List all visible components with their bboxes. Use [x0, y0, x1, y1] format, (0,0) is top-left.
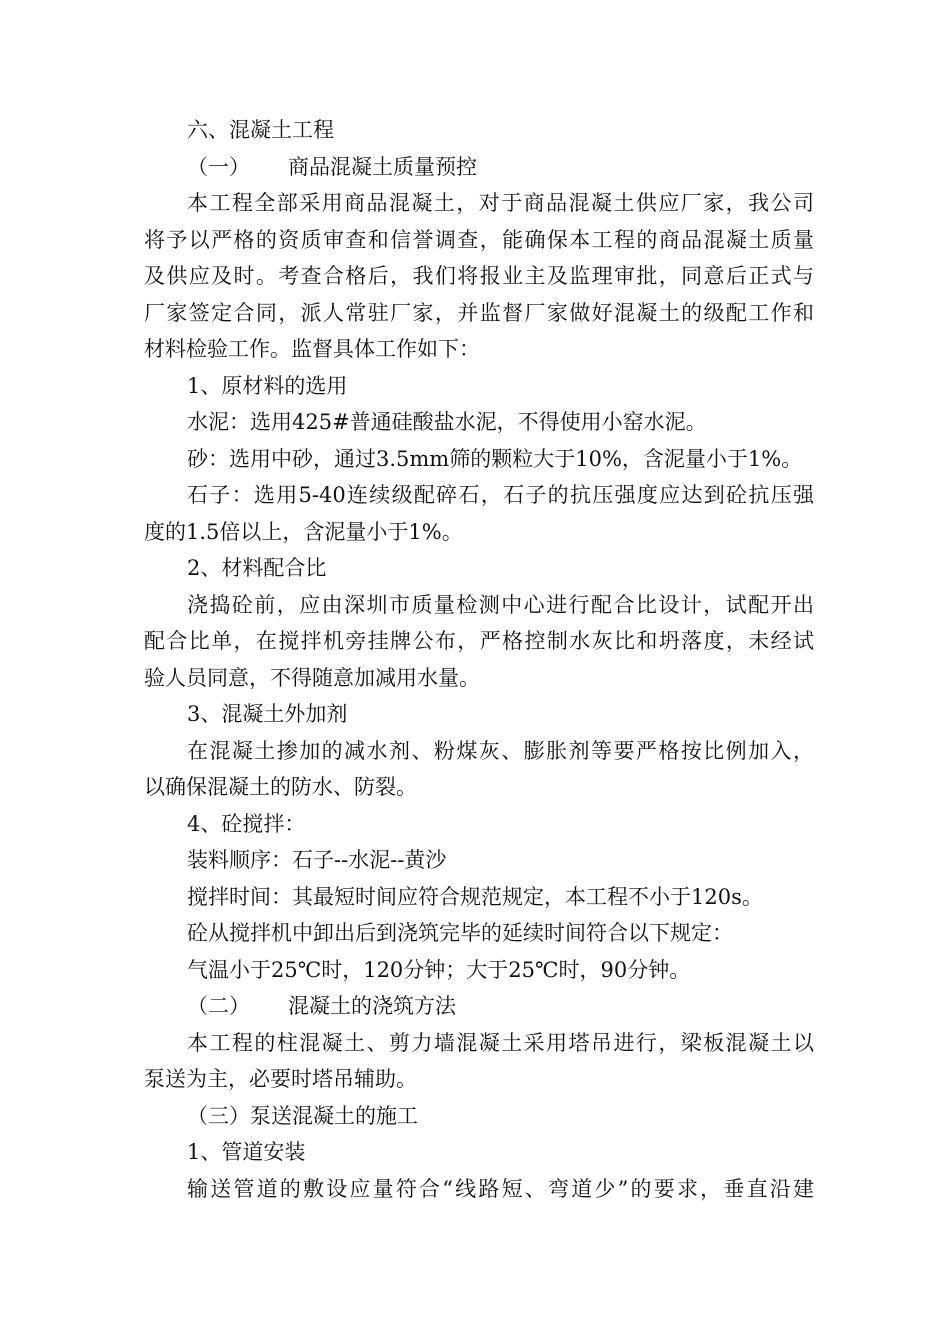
section-title: 混凝土的浇筑方法	[288, 994, 456, 1018]
text-line: 配合比单，在搅拌机旁挂牌公布，严格控制水灰比和坍落度，未经试	[144, 629, 814, 653]
text-line: 砼从搅拌机中卸出后到浇筑完毕的延续时间符合以下规定：	[187, 921, 733, 945]
text-line: 搅拌时间：其最短时间应符合规范规定，本工程不小于120s。	[187, 884, 763, 909]
text-line: 石子：选用5-40连续级配碎石，石子的抗压强度应达到砼抗压强	[187, 483, 814, 507]
section-number: （一）	[187, 154, 250, 179]
text-line: 泵送为主，必要时塔吊辅助。	[144, 1067, 417, 1091]
text-line: 2、材料配合比	[187, 556, 327, 580]
section-title: 商品混凝土质量预控	[288, 154, 477, 179]
text-line: 4、砼搅拌：	[187, 811, 306, 836]
document-page	[144, 112, 814, 1207]
text-line: 输送管道的敷设应量符合“线路短、弯道少”的要求，垂直沿建	[187, 1176, 814, 1201]
text-line: 厂家签定合同，派人常驻厂家，并监督厂家做好混凝土的级配工作和	[144, 300, 814, 325]
text-line: 1、原材料的选用	[187, 373, 348, 398]
text-line	[144, 988, 814, 1025]
text-line: 本工程的柱混凝土、剪力墙混凝土采用塔吊进行，梁板混凝土以	[187, 1030, 814, 1055]
text-line: （三）泵送混凝土的施工	[187, 1103, 418, 1128]
section-number: （二）	[187, 994, 250, 1018]
text-line: 六、混凝土工程	[187, 118, 334, 142]
text-line	[144, 149, 814, 186]
text-line: 3、混凝土外加剂	[187, 702, 348, 726]
text-line: 浇捣砼前，应由深圳市质量检测中心进行配合比设计，试配开出	[187, 592, 814, 617]
text-line: 气温小于25℃时，120分钟；大于25℃时，90分钟。	[187, 957, 691, 982]
text-line: 砂：选用中砂，通过3.5mm筛的颗粒大于10%，含泥量小于1%。	[187, 446, 803, 471]
text-line: 本工程全部采用商品混凝土，对于商品混凝土供应厂家，我公司	[187, 191, 814, 215]
text-line: 水泥：选用425#普通硅酸盐水泥，不得使用小窑水泥。	[187, 410, 707, 434]
text-line: 以确保混凝土的防水、防裂。	[144, 775, 417, 799]
text-line: 在混凝土掺加的减水剂、粉煤灰、膨胀剂等要严格按比例加入，	[187, 738, 814, 763]
text-line: 1、管道安装	[187, 1140, 306, 1164]
text-line: 装料顺序：石子--水泥--黄沙	[187, 848, 447, 872]
text-line: 度的1.5倍以上，含泥量小于1%。	[144, 519, 463, 544]
text-line: 验人员同意，不得随意加减用水量。	[144, 665, 480, 690]
text-line: 材料检验工作。监督具体工作如下：	[144, 337, 480, 361]
text-line: 及供应及时。考查合格后，我们将报业主及监理审批，同意后正式与	[144, 264, 814, 288]
text-line: 将予以严格的资质审查和信誉调查，能确保本工程的商品混凝土质量	[144, 227, 814, 252]
